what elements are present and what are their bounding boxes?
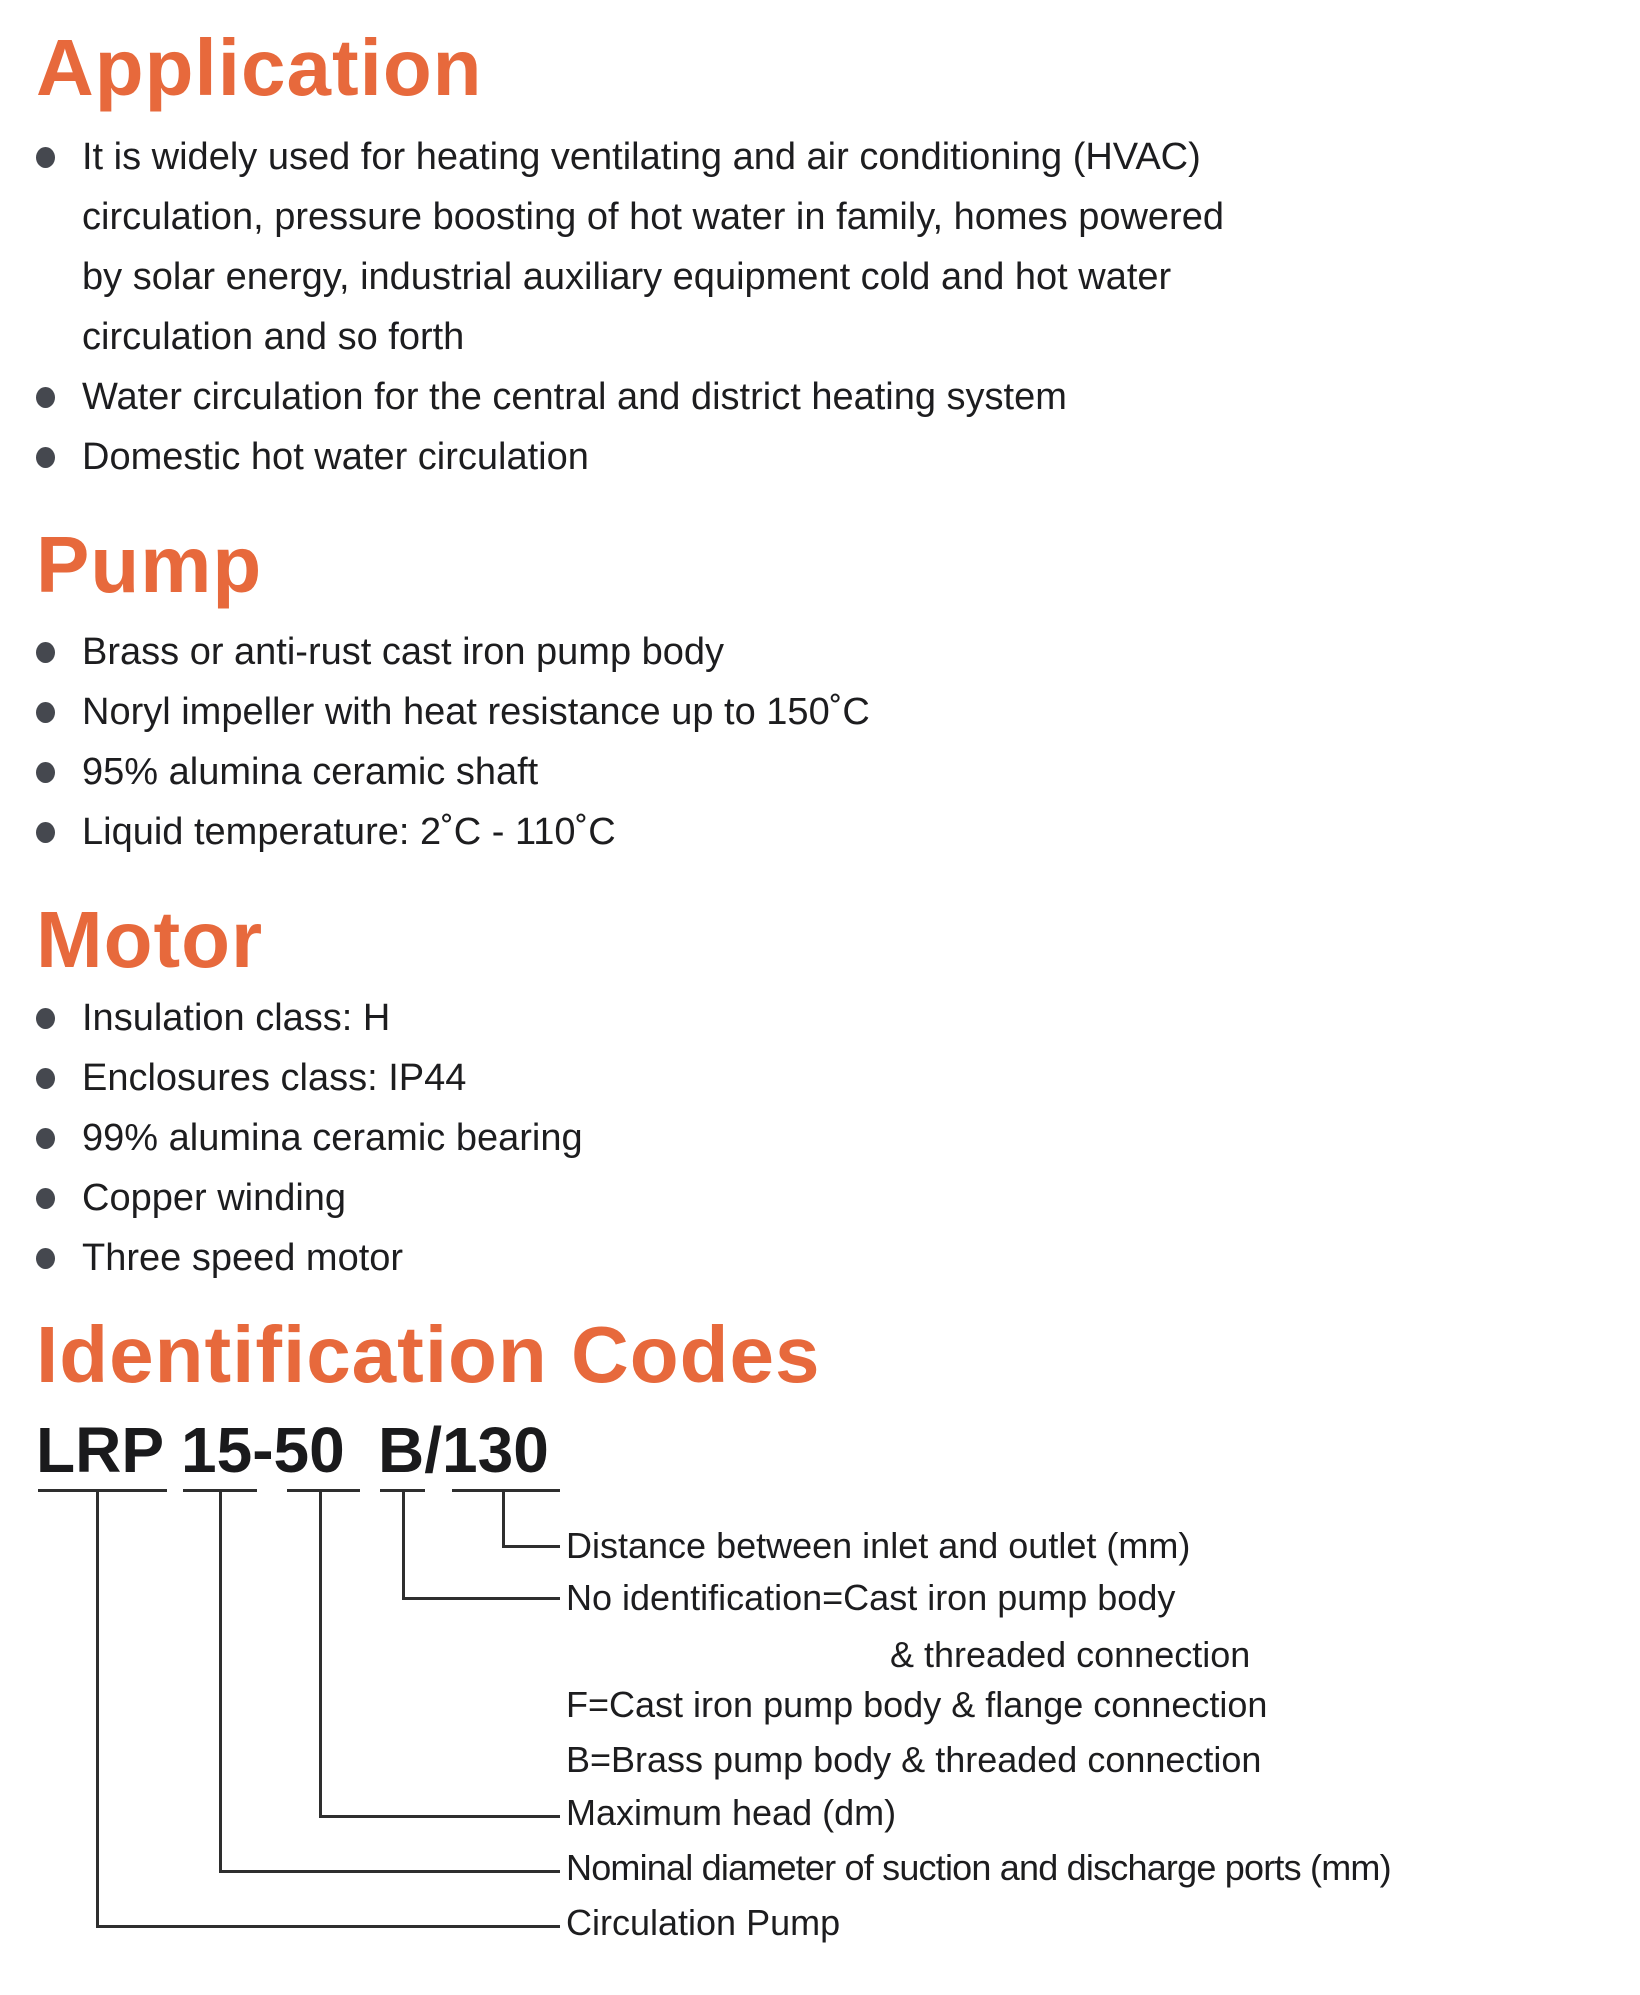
list-item [36, 802, 870, 862]
underline-tick-50 [287, 1489, 360, 1492]
motor-list [36, 988, 583, 1288]
list-item [36, 1168, 583, 1228]
bullet-text: Noryl impeller with heat resistance up to 150˚C [82, 691, 870, 733]
code-label-b-option: B=Brass pump body & threaded connection [566, 1739, 1262, 1780]
connector-line-lrp [96, 1489, 99, 1928]
connector-line-15 [219, 1489, 222, 1873]
list-item [36, 988, 583, 1048]
bullet-text: Brass or anti-rust cast iron pump body [82, 631, 725, 673]
code-label-max-head: Maximum head (dm) [566, 1792, 897, 1833]
bullet-text: Insulation class: H [82, 997, 391, 1039]
bullet-text: 99% alumina ceramic bearing [82, 1117, 583, 1159]
code-label-threaded-connection: & threaded connection [890, 1634, 1251, 1675]
bullet-icon [36, 1008, 55, 1029]
section-title-identification: Identification Codes [36, 1310, 821, 1399]
bullet-icon [36, 147, 55, 168]
bullet-icon [36, 447, 55, 468]
connector-elbow-15 [219, 1870, 560, 1873]
application-list [36, 127, 1224, 487]
bullet-text: Enclosures class: IP44 [82, 1057, 467, 1099]
code-part-lrp: LRP [36, 1414, 164, 1486]
connector-elbow-b [402, 1597, 560, 1600]
code-label-circulation-pump: Circulation Pump [566, 1902, 841, 1943]
code-label-nominal-diameter: Nominal diameter of suction and discharge ports (mm) [566, 1847, 1391, 1888]
code-label-distance: Distance between inlet and outlet (mm) [566, 1525, 1191, 1566]
connector-elbow-lrp [96, 1925, 560, 1928]
list-item [36, 742, 870, 802]
bullet-text: Water circulation for the central and district heating system [82, 376, 1067, 418]
connector-elbow-130 [502, 1545, 560, 1548]
list-item [36, 1108, 583, 1168]
bullet-icon [36, 642, 55, 663]
bullet-text: Domestic hot water circulation [82, 436, 589, 478]
bullet-icon [36, 702, 55, 723]
bullet-icon [36, 762, 55, 783]
code-label-no-identification: No identification=Cast iron pump body [566, 1577, 1176, 1618]
bullet-icon [36, 1248, 55, 1269]
bullet-icon [36, 1128, 55, 1149]
connector-line-50 [319, 1489, 322, 1818]
list-item [36, 682, 870, 742]
code-part-size: 15-50 [181, 1414, 345, 1486]
connector-line-130 [502, 1489, 505, 1548]
bullet-icon [36, 1188, 55, 1209]
section-title-motor: Motor [36, 895, 264, 984]
list-item [36, 1228, 583, 1288]
bullet-text: circulation and so forth [82, 316, 465, 358]
bullet-text: Copper winding [82, 1177, 347, 1219]
list-item [36, 622, 870, 682]
list-item [36, 127, 1224, 367]
underline-tick-lrp [38, 1489, 167, 1492]
bullet-text: 95% alumina ceramic shaft [82, 751, 539, 793]
section-title-application: Application [36, 23, 483, 112]
pump-list [36, 622, 870, 862]
section-title-pump: Pump [36, 520, 263, 609]
bullet-text: Three speed motor [82, 1237, 404, 1279]
code-part-variant: B/130 [378, 1414, 549, 1486]
bullet-icon [36, 1068, 55, 1089]
underline-tick-130 [452, 1489, 560, 1492]
bullet-text: It is widely used for heating ventilating and air conditioning (HVAC) [82, 136, 1201, 178]
code-label-f-option: F=Cast iron pump body & flange connection [566, 1684, 1268, 1725]
list-item [36, 367, 1224, 427]
bullet-text: Liquid temperature: 2˚C - 110˚C [82, 811, 616, 853]
connector-line-b [402, 1489, 405, 1600]
bullet-icon [36, 387, 55, 408]
list-item [36, 1048, 583, 1108]
bullet-icon [36, 822, 55, 843]
bullet-text: circulation, pressure boosting of hot water in family, homes powered [82, 196, 1224, 238]
list-item [36, 427, 1224, 487]
connector-elbow-50 [319, 1815, 560, 1818]
bullet-text: by solar energy, industrial auxiliary equipment cold and hot water [82, 256, 1172, 298]
